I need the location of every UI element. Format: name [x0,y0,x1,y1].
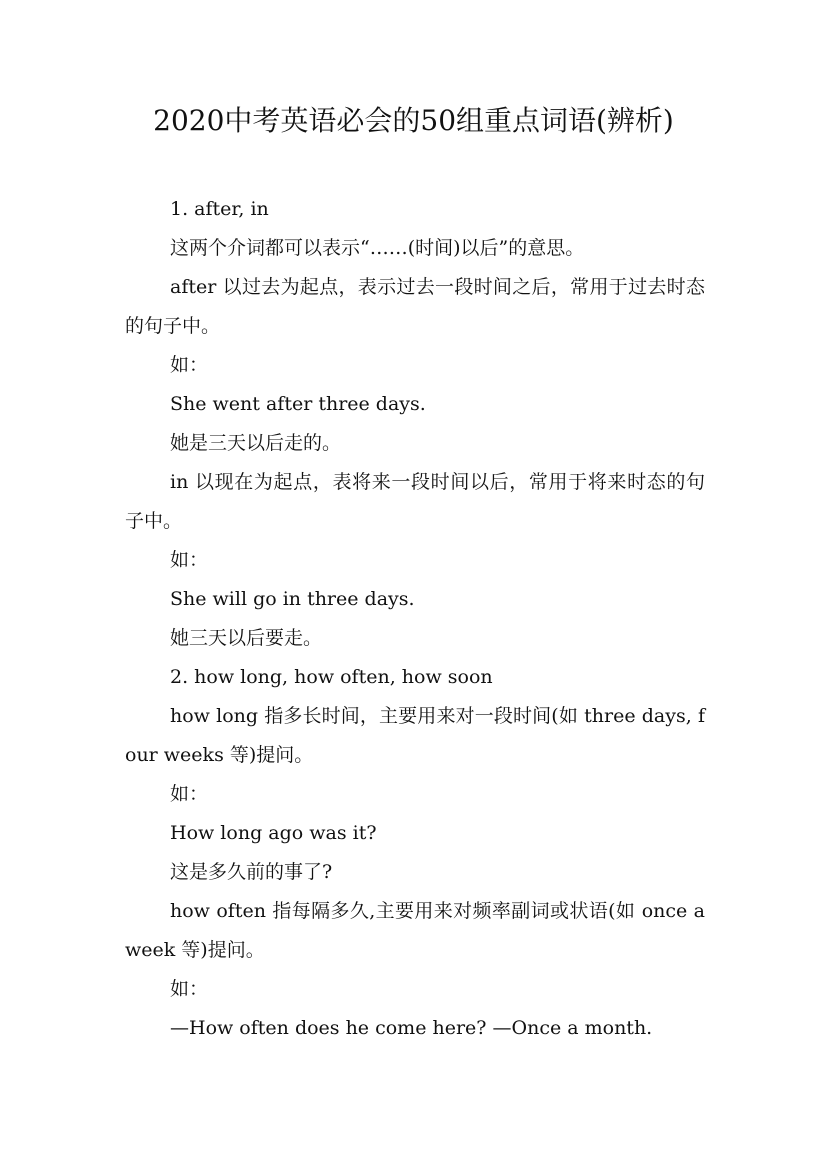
paragraph-heading-2: 2. how long, how often, how soon [170,666,493,688]
example-translation: 她三天以后要走。 [170,627,323,649]
example-sentence: How long ago was it? [170,822,377,844]
example-label: 如： [170,354,209,376]
paragraph-heading-1: 1. after, in [170,198,269,220]
example-translation: 她是三天以后走的。 [170,432,342,454]
document-body [125,190,705,1048]
example-sentence: She went after three days. [170,393,426,415]
example-sentence: —How often does he come here? —Once a month. [170,1017,653,1039]
example-label: 如： [170,549,209,571]
paragraph: 这两个介词都可以表示“……(时间)以后”的意思。 [170,237,585,259]
example-label: 如： [170,978,209,1000]
paragraph: how often 指每隔多久,主要用来对频率副词或状语(如 once a week 等)提问。 [125,900,705,961]
example-label: 如： [170,783,209,805]
example-translation: 这是多久前的事了? [170,861,333,883]
example-sentence: She will go in three days. [170,588,415,610]
paragraph: after 以过去为起点，表示过去一段时间之后，常用于过去时态的句子中。 [125,276,705,337]
page-title: 2020中考英语必会的50组重点词语(辨析) [153,104,674,137]
paragraph: how long 指多长时间，主要用来对一段时间(如 three days, four weeks 等)提问。 [125,705,705,766]
paragraph: in 以现在为起点，表将来一段时间以后，常用于将来时态的句子中。 [125,471,705,532]
